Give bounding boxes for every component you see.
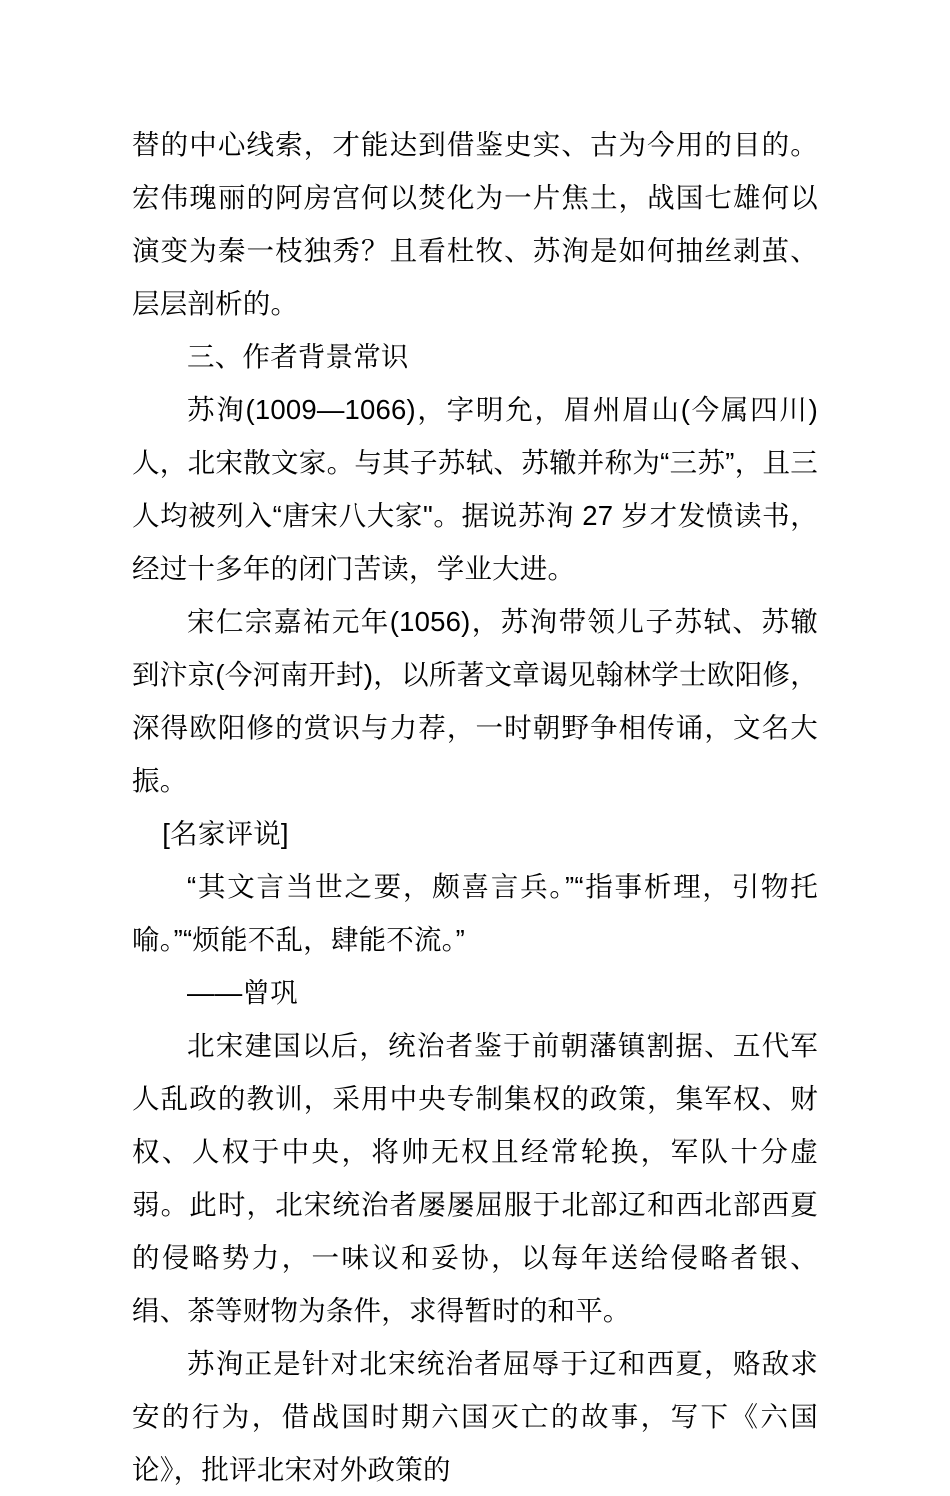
paragraph-su-xun-bio: 苏洵(1009—1066)，字明允，眉州眉山(今属四川)人，北宋散文家。与其子苏轼、苏辙并称为“三苏”，且三人均被列入“唐宋八大家"。据说苏洵 27 岁才发愤读书，经过十多年的闭门苦读，学业大进。 — [132, 394, 818, 584]
paragraph-critics-attribution: ——曾巩 — [187, 977, 298, 1008]
paragraph-jiayou-year: 宋仁宗嘉祐元年(1056)，苏洵带领儿子苏轼、苏辙到汴京(今河南开封)，以所著文章谒见翰林学士欧阳修，深得欧阳修的赏识与力荐，一时朝野争相传诵，文名大振。 — [132, 606, 818, 796]
paragraph-section-heading-three: 三、作者背景常识 — [187, 341, 409, 372]
document-body — [132, 118, 818, 1496]
paragraph-critics-heading: [名家评说] — [162, 818, 289, 849]
paragraph-critics-quote: “其文言当世之要，颇喜言兵。”“指事析理，引物托喻。”“烦能不乱，肆能不流。” — [132, 871, 818, 955]
paragraph-song-history: 北宋建国以后，统治者鉴于前朝藩镇割据、五代军人乱政的教训，采用中央专制集权的政策，集军权、财权、人权于中央，将帅无权且经常轮换，军队十分虚弱。此时，北宋统治者屡屡屈服于北部辽和西北部西夏的侵略势力，一味议和妥协，以每年送给侵略者银、绢、茶等财物为条件，求得暂时的和平。 — [132, 1030, 818, 1326]
paragraph-continuation-intro: 替的中心线索，才能达到借鉴史实、古为今用的目的。宏伟瑰丽的阿房宫何以焚化为一片焦土，战国七雄何以演变为秦一枝独秀？且看杜牧、苏洵是如何抽丝剥茧、层层剖析的。 — [132, 129, 818, 319]
paragraph-liuguo-lun: 苏洵正是针对北宋统治者屈辱于辽和西夏，赂敌求安的行为，借战国时期六国灭亡的故事，写下《六国论》，批评北宋对外政策的 — [132, 1348, 818, 1485]
